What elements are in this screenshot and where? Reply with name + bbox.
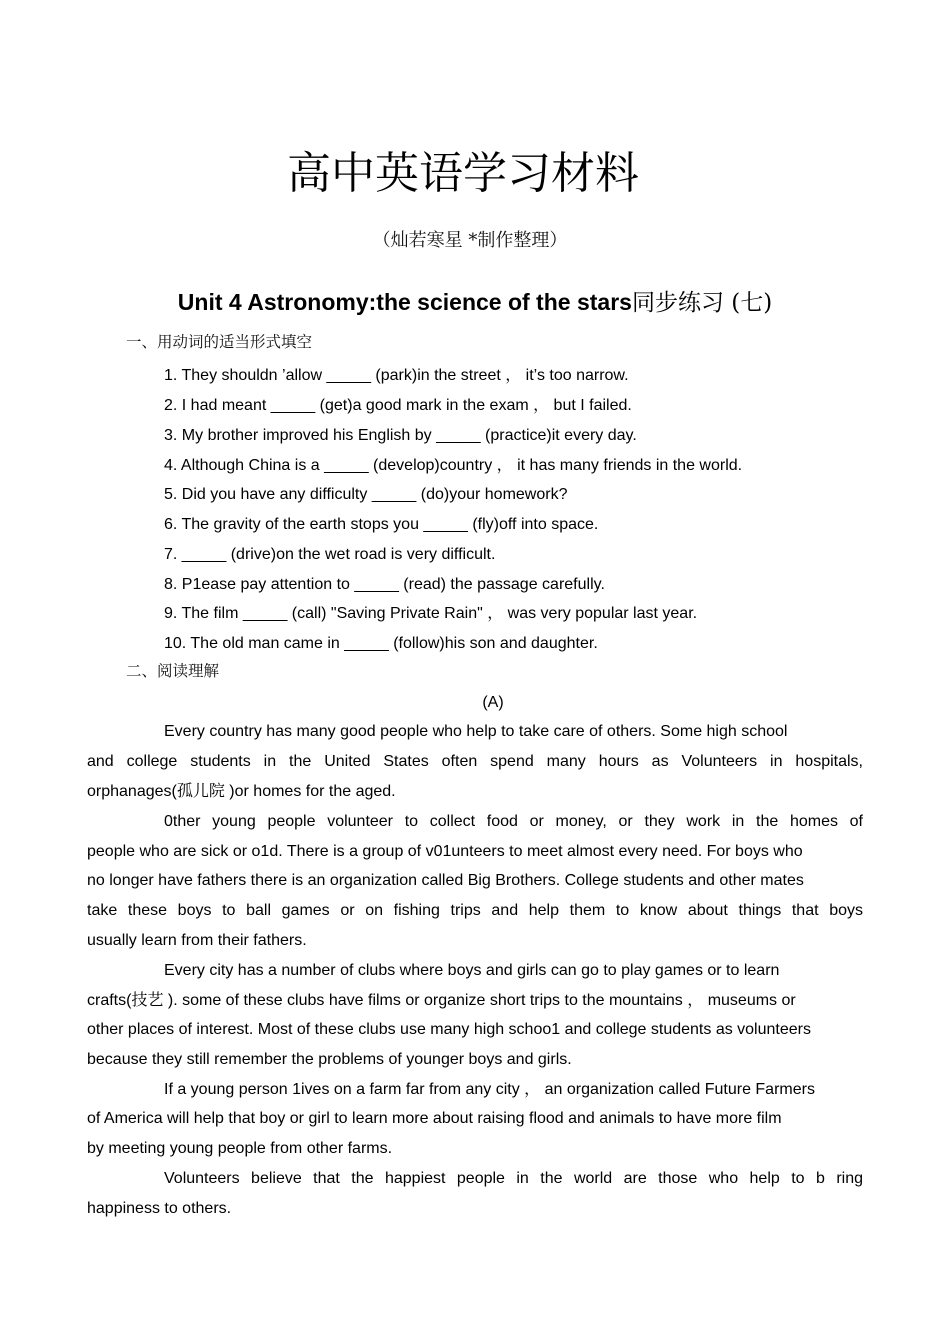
- paragraph-line: If a young person 1ives on a farm far from any city ， an organization called Future Farmers: [164, 1081, 815, 1098]
- question-item: 2. I had meant _____ (get)a good mark in the exam ， but I failed.: [164, 397, 632, 414]
- question-item: 3. My brother improved his English by _____ (practice)it every day.: [164, 427, 637, 444]
- section-heading-reading: 二、阅读理解: [126, 662, 220, 680]
- paragraph-line: by meeting young people from other farms.: [87, 1140, 393, 1157]
- subtitle: （灿若寒星 *制作整理）: [372, 230, 568, 251]
- section-heading-verb-forms: 一、用动词的适当形式填空: [126, 333, 313, 351]
- unit-title: [0, 286, 950, 319]
- paragraph-line: usually learn from their fathers.: [87, 932, 307, 949]
- paragraph-line: Volunteers believe that the happiest people in the world are those who help to b ring: [164, 1170, 863, 1187]
- paragraph-line: other places of interest. Most of these clubs use many high schoo1 and college students as volunteers: [87, 1021, 811, 1038]
- paragraph-line: orphanages(孤儿院 )or homes for the aged.: [87, 783, 396, 800]
- unit-title-en: Unit 4 Astronomy:the science of the stars: [177, 289, 632, 315]
- paragraph-line: 0ther young people volunteer to collect food or money, or they work in the homes of: [164, 813, 863, 830]
- question-item: 9. The film _____ (call) "Saving Private Rain" ， was very popular last year.: [164, 605, 698, 622]
- question-item: 10. The old man came in _____ (follow)his son and daughter.: [164, 635, 598, 652]
- question-item: 7. _____ (drive)on the wet road is very difficult.: [164, 546, 496, 563]
- paragraph-line: no longer have fathers there is an organization called Big Brothers. College students and other mates: [87, 872, 804, 889]
- paragraph-line: happiness to others.: [87, 1200, 232, 1217]
- unit-title-cn: 同步练习 (七): [631, 290, 773, 316]
- paragraph-line: and college students in the United States often spend many hours as Volunteers in hospitals,: [87, 753, 863, 770]
- paragraph-line: Every city has a number of clubs where boys and girls can go to play games or to learn: [164, 962, 780, 979]
- question-item: 1. They shouldn ’allow _____ (park)in the street ， it’s too narrow.: [164, 367, 629, 384]
- question-item: 6. The gravity of the earth stops you _____ (fly)off into space.: [164, 516, 599, 533]
- question-item: 8. P1ease pay attention to _____ (read) the passage carefully.: [164, 576, 605, 593]
- passage-label: (A): [482, 694, 504, 711]
- question-item: 5. Did you have any difficulty _____ (do)your homework?: [164, 486, 568, 503]
- paragraph-line: people who are sick or o1d. There is a group of v01unteers to meet almost every need. For boys who: [87, 843, 803, 860]
- paragraph-line: crafts(技艺 ). some of these clubs have films or organize short trips to the mountains ， museums or: [87, 992, 796, 1009]
- paragraph-line: take these boys to ball games or on fishing trips and help them to know about things that boys: [87, 902, 863, 919]
- main-title: 高中英语学习材料: [287, 148, 639, 199]
- paragraph-line: because they still remember the problems of younger boys and girls.: [87, 1051, 572, 1068]
- paragraph-line: of America will help that boy or girl to learn more about raising flood and animals to have more film: [87, 1110, 782, 1127]
- question-item: 4. Although China is a _____ (develop)country ， it has many friends in the world.: [164, 457, 743, 474]
- paragraph-line: Every country has many good people who help to take care of others. Some high school: [164, 723, 788, 740]
